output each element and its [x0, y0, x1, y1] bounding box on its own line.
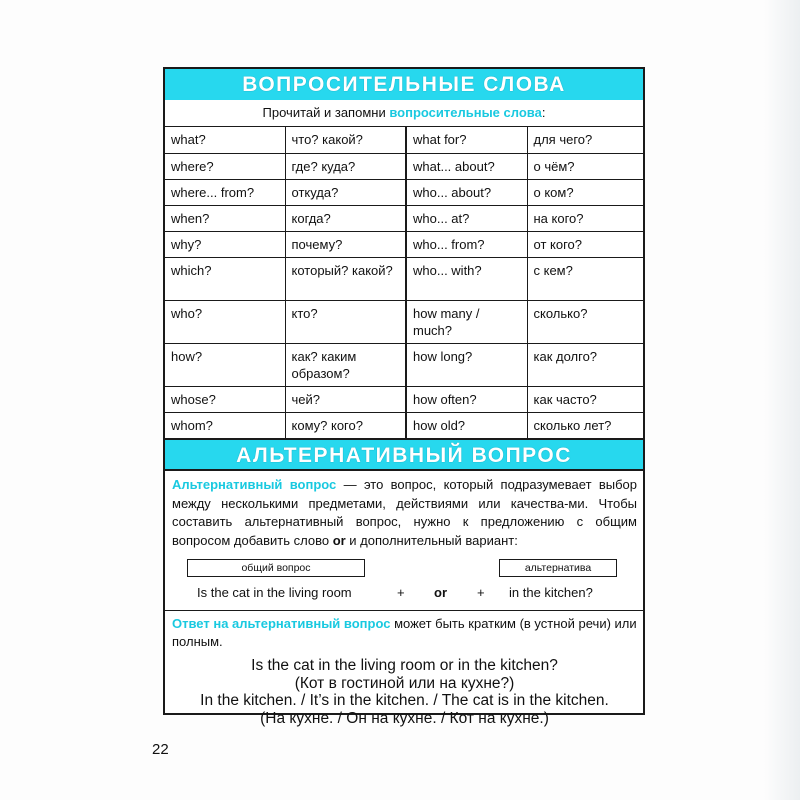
english-question-word: how long?: [406, 343, 527, 386]
english-question-word: which?: [165, 257, 285, 300]
english-question-word: how often?: [406, 386, 527, 412]
russian-translation: чей?: [285, 386, 406, 412]
example-line: (На кухне. / Он на кухне. / Кот на кухне.): [260, 709, 549, 727]
label-alternative: альтернатива: [499, 559, 617, 577]
english-question-word: who?: [165, 300, 285, 343]
russian-translation: кому? кого?: [285, 412, 406, 438]
english-question-word: who... at?: [406, 205, 527, 231]
russian-translation: от кого?: [527, 231, 645, 257]
russian-translation: кто?: [285, 300, 406, 343]
intro-end: :: [541, 105, 546, 120]
section-title-question-words: ВОПРОСИТЕЛЬНЫЕ СЛОВА: [165, 69, 643, 100]
table-row: [165, 386, 645, 412]
example-general-question: Is the cat in the living room: [197, 585, 352, 600]
page-edge-shadow: [764, 0, 800, 800]
russian-translation: о ком?: [527, 179, 645, 205]
russian-translation: сколько лет?: [527, 412, 645, 438]
intro-line: [165, 100, 643, 127]
english-question-word: when?: [165, 205, 285, 231]
example-line: Is the cat in the living room or in the kitchen?: [251, 657, 558, 674]
example-line: (Кот в гостиной или на кухне?): [294, 674, 515, 692]
english-question-word: what?: [165, 127, 285, 153]
definition-text-1: — это вопрос, который подразумевает выбор между несколькими предметами, действиями или качества-ми. Чтобы составить альтернативный вопрос, нужно к предложению с общим вопросом добавить слово: [172, 477, 637, 548]
question-words-table: [165, 127, 645, 438]
english-question-word: what for?: [406, 127, 527, 153]
english-question-word: who... from?: [406, 231, 527, 257]
russian-translation: сколько?: [527, 300, 645, 343]
english-question-word: how many / much?: [406, 300, 527, 343]
russian-translation: на кого?: [527, 205, 645, 231]
section-title-alternative-question: АЛЬТЕРНАТИВНЫЙ ВОПРОС: [165, 438, 643, 471]
definition-text-2: и дополнительный вариант:: [345, 532, 518, 548]
english-question-word: where?: [165, 153, 285, 179]
table-row: [165, 127, 645, 153]
example-alternative: in the kitchen?: [509, 585, 593, 600]
example-or-word: or: [434, 585, 447, 600]
answer-text: может быть кратким (в устной речи) или полным.: [172, 616, 637, 649]
table-row: [165, 153, 645, 179]
reference-card: [163, 67, 645, 727]
english-question-word: whose?: [165, 386, 285, 412]
russian-translation: как часто?: [527, 386, 645, 412]
table-row: [165, 179, 645, 205]
intro-text: Прочитай и запомни: [262, 105, 390, 120]
russian-translation: который? какой?: [285, 257, 406, 300]
definition-or-word: or: [332, 532, 346, 548]
english-question-word: whom?: [165, 412, 285, 438]
russian-translation: когда?: [285, 205, 406, 231]
table-row: [165, 412, 645, 438]
english-question-word: who... about?: [406, 179, 527, 205]
intro-highlight: вопросительные слова: [389, 105, 542, 120]
english-question-word: how old?: [406, 412, 527, 438]
page-number: 22: [152, 741, 169, 758]
table-row: [165, 231, 645, 257]
english-question-word: who... with?: [406, 257, 527, 300]
answer-section: [165, 611, 643, 727]
alternative-definition: [165, 471, 643, 610]
english-question-word: what... about?: [406, 153, 527, 179]
russian-translation: о чём?: [527, 153, 645, 179]
definition-highlight: Альтернативный вопрос: [172, 477, 337, 492]
answer-highlight: Ответ на альтернативный вопрос: [172, 616, 391, 631]
english-question-word: why?: [165, 231, 285, 257]
english-question-word: where... from?: [165, 179, 285, 205]
russian-translation: откуда?: [285, 179, 406, 205]
russian-translation: как долго?: [527, 343, 645, 386]
question-schema: [172, 558, 637, 610]
english-question-word: how?: [165, 343, 285, 386]
russian-translation: где? куда?: [285, 153, 406, 179]
russian-translation: что? какой?: [285, 127, 406, 153]
table-row: [165, 205, 645, 231]
plus-sign-2: +: [477, 585, 485, 600]
table-row: [165, 257, 645, 300]
russian-translation: как? каким образом?: [285, 343, 406, 386]
example-line: In the kitchen. / It’s in the kitchen. / The cat is in the kitchen.: [200, 692, 609, 709]
label-general-question: общий вопрос: [187, 559, 365, 577]
russian-translation: для чего?: [527, 127, 645, 153]
example-sentences: [172, 657, 637, 727]
table-row: [165, 343, 645, 386]
russian-translation: почему?: [285, 231, 406, 257]
plus-sign-1: +: [397, 585, 405, 600]
table-row: [165, 300, 645, 343]
russian-translation: с кем?: [527, 257, 645, 300]
